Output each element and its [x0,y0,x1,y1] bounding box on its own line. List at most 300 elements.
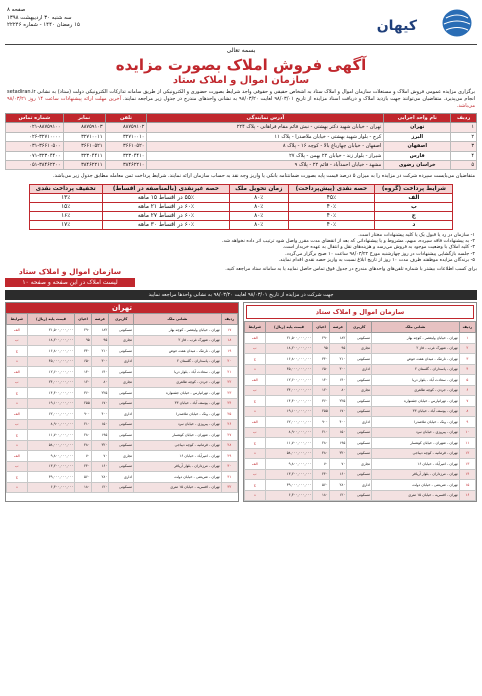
right-listing-cell: مسکونی [109,346,134,357]
brand-box [5,267,135,287]
right-listing-cell: ۵۶۰ [75,472,91,483]
payment-cell: ۱۷٪ [29,221,102,230]
right-listing-row [7,325,238,336]
right-listing-column [5,302,239,502]
right-listing-cell: ۴۵,۰۰۰,۰۰۰,۰۰۰ [27,356,75,367]
right-listing-cell: ج [7,430,28,441]
left-listing-cell: ۳۰۰ [329,364,347,375]
left-listing-row [245,375,476,386]
left-listing-cell: د [245,490,266,501]
left-listing-cell: ۱۶,۸۰۰,۰۰۰,۰۰۰ [265,354,313,365]
left-listing-row [245,480,476,491]
offices-table [5,113,477,170]
offices-cell: خراسان رضوی [384,161,451,170]
right-listing-cell: ۲۰ [221,356,237,367]
left-listing-header-cell: ردیف [459,322,475,333]
left-listing-cell: تهران - شهران - خیابان کوهسار [372,438,460,449]
left-listing-row [245,438,476,449]
left-listing-cell: ۱۶۰ [329,469,347,480]
left-listing-cell: ۱۶ [459,490,475,501]
left-listing-cell: ۱۵۰ [329,427,347,438]
offices-cell: ۰۵۱-۳۸۴۶۲۲۰۰ [6,161,64,170]
left-listing-cell: تهران - امیرآباد - خیابان ۱۶ [372,459,460,470]
offices-cell: ۰۷۱-۳۲۳۰۴۴۰۰ [6,151,64,160]
right-listing-row [7,356,238,367]
payment-cell: د [375,221,453,230]
left-listing-cell: ۷ [459,396,475,407]
right-listing-cell: ۱۹ [221,346,237,357]
right-listing-header-cell: شرایط [7,314,28,325]
right-listing-cell: ۲۹۰ [75,325,91,336]
left-listing-cell: ۱۷۰ [329,406,347,417]
left-listing-cell: تهران - فرمانیه - کوچه دیباجی [372,448,460,459]
left-listing-cell: الف [245,417,266,428]
right-listing-cell: ۳۰ [221,461,237,472]
right-listing-cell: تهران - تهرانپارس - خیابان جشنواره [134,388,222,399]
left-listing-row [245,354,476,365]
left-listing-cell: تهران - خیابان ولیعصر - کوچه بهار [372,333,460,344]
left-listing-header-cell: شرایط [245,322,266,333]
left-listing-cell: ۱۲۰ [313,385,329,396]
right-listing-header-cell: نشانی ملک [134,314,222,325]
left-listing-cell: ج [245,480,266,491]
condition-item: ۵- برندگان مزایده موظفند ظرف مدت ۱۰ روز از تاریخ ابلاغ نسبت به واریز حصه نقدی اقدام نمایند. [278,257,475,263]
right-listing-cell: تجاری [109,451,134,462]
right-listing-cell: مسکونی [109,461,134,472]
left-listing-cell: ۹۵ [329,343,347,354]
right-listing-cell: الف [7,409,28,420]
right-listing-cell: ب [7,419,28,430]
left-listing-cell: ۶,۳۰۰,۰۰۰,۰۰۰ [265,490,313,501]
right-listing-cell: تهران - ونک - خیابان ملاصدرا [134,409,222,420]
right-listing-cell: ۴۰۰ [91,409,109,420]
left-listing-cell: ۱۲,۶۰۰,۰۰۰,۰۰۰ [265,375,313,386]
payment-cell: ۴۰٪ [288,221,375,230]
right-listing-cell: ۳۲۰ [91,440,109,451]
left-listing-table [244,321,476,501]
left-listing-cell: مسکونی [347,490,372,501]
left-listing-row [245,469,476,480]
left-listing-cell: مسکونی [347,448,372,459]
offices-cell: ۸۸۷۵۹۱۰۳ [63,123,105,132]
left-listing-cell: مسکونی [347,427,372,438]
offices-header-cell: ردیف [451,114,477,123]
left-listing-cell: ب [245,469,266,480]
right-listing-cell: ۷۰ [91,451,109,462]
intro-paragraph [5,89,477,109]
right-listing-cell: ۳۹,۰۰۰,۰۰۰,۰۰۰ [27,472,75,483]
right-listing-row [7,346,238,357]
left-listing-row [245,364,476,375]
right-listing-cell: تهران - سعادت آباد - بلوار دریا [134,367,222,378]
right-listing-cell: تهران - شهران - خیابان کوهسار [134,430,222,441]
offices-cell: فارس [384,151,451,160]
right-listing-table [6,313,238,493]
left-listing-cell: ۱۴,۴۰۰,۰۰۰,۰۰۰ [265,396,313,407]
right-listing-cell: ۷۰ [75,451,91,462]
right-listing-cell: ۱۲,۶۰۰,۰۰۰,۰۰۰ [27,367,75,378]
left-listing-cell: تهران - جردن - کوچه طاهری [372,385,460,396]
right-listing-cell: ۱۴,۴۰۰,۰۰۰,۰۰۰ [27,388,75,399]
right-listing-cell: ۹۵ [75,335,91,346]
left-listing-header-cell: کاربری [347,322,372,333]
page-number: صفحه ۸ [7,7,26,13]
right-listing-cell: تهران - افسریه - خیابان ۱۵ متری [134,482,222,493]
right-listing-cell: ۱۶,۸۰۰,۰۰۰,۰۰۰ [27,346,75,357]
left-listing-cell: د [245,364,266,375]
left-listing-header-cell: عرصه [329,322,347,333]
brand-name: سازمان اموال و املاک ستاد [18,267,122,277]
left-listing-cell: الف [245,333,266,344]
right-listing-cell: ۹۰۰ [75,409,91,420]
right-listing-cell: ۲۵۵ [75,398,91,409]
right-listing-row [7,430,238,441]
right-listing-cell: ۲۸۰ [75,430,91,441]
left-listing-header-cell: اعیان [313,322,329,333]
left-listing-cell: ۲۱۰ [313,427,329,438]
right-listing-cell: ۱۱,۷۰۰,۰۰۰,۰۰۰ [27,430,75,441]
page-header [5,4,477,45]
payment-row [29,203,453,212]
left-listing-cell: ۱ [459,333,475,344]
right-listing-cell: ۶۲,۰۰۰,۰۰۰,۰۰۰ [27,409,75,420]
right-listing-cell: مسکونی [109,325,134,336]
right-listing-cell: ۱۸۰ [75,482,91,493]
right-listing-cell: ۲۸۰ [91,472,109,483]
right-listing-cell: ۲۲۵ [91,388,109,399]
payment-header-cell: حصه غیرنقدی (بالمناصفه در اقساط) [102,185,229,194]
left-listing-cell: ۹۵ [313,343,329,354]
issue-number: ۱۵ رمضان ۱۴۴۰ - شماره ۲۲۲۴۶ [7,22,80,29]
offices-cell: مشهد - خیابان احمدآباد - قائم ۲۲ - پلاک ۹ [147,161,384,170]
right-listing-cell: تهران - شهرک غرب - فاز ۲ [134,335,222,346]
offices-header-cell: نام واحد اجرایی [384,114,451,123]
right-listing-row [7,409,238,420]
offices-cell: ۳۶۶۱۰۵۲۱ [63,142,105,151]
left-listing-cell: ۹ [459,417,475,428]
right-listing-cell: ۲۷ [221,430,237,441]
left-listing-cell: ۸,۹۰۰,۰۰۰,۰۰۰ [265,427,313,438]
right-listing-cell: ۲۴,۰۰۰,۰۰۰,۰۰۰ [27,377,75,388]
payment-cell: ب [375,203,453,212]
payment-header-cell: تخفیف پرداخت نقدی [29,185,102,194]
right-listing-cell: ۳۱ [221,472,237,483]
left-listing-cell: ۲۹۰ [313,333,329,344]
contact-section [5,267,477,287]
right-listing-cell: ۲۱۰ [75,419,91,430]
right-listing-row [7,335,238,346]
right-listing-cell: ۲۵ [221,409,237,420]
right-listing-header-cell: ردیف [221,314,237,325]
right-listing-cell: ۱۲۰ [75,377,91,388]
left-listing-cell: مسکونی [347,375,372,386]
left-listing-cell: مسکونی [347,396,372,407]
right-listing-cell: ۶,۳۰۰,۰۰۰,۰۰۰ [27,482,75,493]
offices-cell: اصفهان - خیابان چهارباغ بالا - کوچه ۱۶ - پلاک ۸ [147,142,384,151]
left-listing-cell: ب [245,343,266,354]
right-listing-cell: ج [7,346,28,357]
left-listing-cell: ۹۰۰ [313,417,329,428]
right-listing-cell: تهران - امیرآباد - خیابان ۱۶ [134,451,222,462]
right-listing-cell: ۱۷ [221,325,237,336]
right-listing-cell: مسکونی [109,440,134,451]
left-listing-cell: تهران - افسریه - خیابان ۱۵ متری [372,490,460,501]
condition-item: ۲- به پیشنهادات فاقد سپرده، مبهم، مشروط و یا پیشنهاداتی که بعد از انقضای مدت مقرر واصل شود ترتیب اثر داده نخواهد شد. [221,239,475,245]
offices-cell: ۳۸۴۶۲۲۱۱ [63,161,105,170]
condition-item: ۱- سازمان در رد یا قبول یک یا کلیه پیشنهادات مختار است. [358,233,475,239]
right-listing-cell: مسکونی [109,398,134,409]
left-listing-cell: تجاری [347,343,372,354]
right-listing-cell: ۳۰۰ [91,356,109,367]
right-listing-cell: ۱۸,۲۰۰,۰۰۰,۰۰۰ [27,335,75,346]
offices-row [6,161,477,170]
left-listing-cell: ۶۲,۰۰۰,۰۰۰,۰۰۰ [265,417,313,428]
right-listing-row [7,419,238,430]
left-listing-cell: الف [245,459,266,470]
right-listing-header-cell: عرصه [91,314,109,325]
right-listing-cell: مسکونی [109,367,134,378]
left-listing-cell: ۷۰ [329,459,347,470]
left-listing-cell: تهران - سعادت آباد - بلوار دریا [372,375,460,386]
right-listing-cell: ۵۸,۰۰۰,۰۰۰,۰۰۰ [27,440,75,451]
payment-row [29,194,453,203]
left-listing-cell: مسکونی [347,469,372,480]
right-listing-cell: ۱۴۰ [75,367,91,378]
brand-list-note: لیست املاک در این صفحه و صفحه ۱۰ [5,278,135,287]
right-listing-cell: ۲۱۰ [91,346,109,357]
right-listing-cell: ۴۸۰ [75,440,91,451]
offices-header-cell: تلفن [105,114,147,123]
payment-header-row [29,185,453,194]
right-listing-cell: تهران - خیابان ولیعصر - کوچه بهار [134,325,222,336]
right-listing-cell: ۲۱ [221,367,237,378]
left-listing-column [243,302,477,502]
left-listing-cell: تهران - پاسداران - گلستان ۲ [372,364,460,375]
left-listing-cell: ۲۱۰ [329,354,347,365]
offices-cell: ۳۲۳۰۴۴۱۱ [63,151,105,160]
left-listing-cell: ۵۸,۰۰۰,۰۰۰,۰۰۰ [265,448,313,459]
left-listing-cell: ۱۳ [459,459,475,470]
right-listing-cell: تهران - پاسداران - گلستان ۲ [134,356,222,367]
right-listing-cell: اداری [109,356,134,367]
left-listing-row [245,448,476,459]
left-listing-cell: ۳ [459,354,475,365]
payment-cell: ۸۰٪ [229,212,288,221]
offices-cell: ۳۶۶۱۰۵۲۰ [105,142,147,151]
left-listing-cell: ۲۴,۰۰۰,۰۰۰,۰۰۰ [265,385,313,396]
payment-cell: ۸۰٪ [229,221,288,230]
offices-cell: ۳۲۷۱۰۰۱۱ [63,132,105,141]
right-listing-cell: ۲۴۰ [75,461,91,472]
left-listing-cell: تهران - تهرانپارس - خیابان جشنواره [372,396,460,407]
left-listing-cell: ۱۲ [459,448,475,459]
right-listing-cell: ۳۴۰ [75,346,91,357]
right-listing-cell: تجاری [109,335,134,346]
left-listing-cell: اداری [347,480,372,491]
offices-cell: ۴ [451,151,477,160]
right-listing-cell: تهران - جردن - کوچه طاهری [134,377,222,388]
left-listing-cell: ۱۳,۲۰۰,۰۰۰,۰۰۰ [265,469,313,480]
right-listing-cell: تهران - شریعتی - خیابان دولت [134,472,222,483]
left-listing-cell: ۲ [459,343,475,354]
right-listing-row [7,482,238,493]
left-listing-cell: ۳۴۰ [313,354,329,365]
left-listing-header-row [245,322,476,333]
offices-header-cell: شماره تماس [6,114,64,123]
offices-cell: ۳۲۳۰۴۴۱۰ [105,151,147,160]
payment-body [29,194,453,230]
right-listing-cell: ۱۸۲ [91,325,109,336]
payment-cell: ۱۳٪ [29,194,102,203]
offices-header-cell: آدرس نمایندگی [147,114,384,123]
left-listing-cell: تجاری [347,385,372,396]
payment-cell: ۴۰٪ [288,212,375,221]
right-listing-cell: ۶۵۰ [75,356,91,367]
offices-body [6,123,477,170]
left-listing-cell: ۸ [459,406,475,417]
offices-cell: ۱ [451,123,477,132]
right-listing-cell: ب [7,377,28,388]
left-listing-row [245,490,476,501]
offices-cell: ۰۲۶-۳۲۷۱۰۰۰۰ [6,132,64,141]
right-listing-row [7,451,238,462]
right-listing-row [7,472,238,483]
right-listing-cell: ۸۰ [91,377,109,388]
left-listing-cell: ۱۵ [459,480,475,491]
offices-row [6,142,477,151]
left-listing-cell: ۶ [459,385,475,396]
left-listing-cell: ب [245,427,266,438]
left-listing-header-cell: نشانی ملک [372,322,460,333]
right-listing-row [7,398,238,409]
left-listing-row [245,406,476,417]
right-listing-cell: ۲۸ [221,440,237,451]
payment-cell: ۵۵٪ در اقساط ۱۵ ماهه [102,194,229,203]
right-listing-cell: ۱۵۰ [91,419,109,430]
offices-cell: تهران [384,123,451,132]
svg-text:کیهان: کیهان [376,18,417,34]
left-listing-row [245,459,476,470]
left-listing-row [245,417,476,428]
offices-cell: ۳ [451,142,477,151]
right-listing-cell: ۲۱,۵۰۰,۰۰۰,۰۰۰ [27,325,75,336]
left-listing-cell: تهران - شهرک غرب - فاز ۲ [372,343,460,354]
left-listing-cell: تجاری [347,459,372,470]
right-listing-cell: ۳۲ [221,482,237,493]
payment-cell: ۸۰٪ [229,203,288,212]
left-listing-cell: ج [245,354,266,365]
payment-row [29,221,453,230]
left-listing-cell: ۱۲۰ [329,490,347,501]
ad-badge: بسمه تعالی [226,47,256,54]
left-listing-cell: ۲۵۵ [313,406,329,417]
left-listing-cell: الف [245,375,266,386]
left-listing-cell: ۷۰ [313,459,329,470]
left-listing-cell: مسکونی [347,354,372,365]
right-listing-cell: اداری [109,472,134,483]
right-listing-header-row [7,314,238,325]
left-listing-cell: ج [245,438,266,449]
left-listing-cell: تهران - پیروزی - خیابان نبرد [372,427,460,438]
payment-cell: الف [375,194,453,203]
left-listing-cell: تهران - ونک - خیابان ملاصدرا [372,417,460,428]
right-listing-cell: ۹,۸۰۰,۰۰۰,۰۰۰ [27,451,75,462]
right-listing-cell: ۱۴۰ [91,367,109,378]
left-listing-cell: مسکونی [347,438,372,449]
right-listing-header-cell: کاربری [109,314,134,325]
listings [5,302,477,502]
left-listing-cell: د [245,406,266,417]
left-listing-cell: مسکونی [347,406,372,417]
right-listing-row [7,367,238,378]
payment-cell: ۸۰٪ [229,194,288,203]
payment-cell: ۴۵٪ [288,194,375,203]
left-listing-row [245,333,476,344]
left-listing-cell: ۱۱ [459,438,475,449]
right-listing-title: تهران [6,303,238,313]
left-listing-cell: ۸۰ [329,385,347,396]
offices-cell: ۰۲۱-۸۸۷۵۹۱۰۰ [6,123,64,132]
left-listing-cell: ۵ [459,375,475,386]
payment-cell: ۶۰٪ در اقساط ۲۷ ماهه [102,212,229,221]
left-listing-cell: ۳۶۰ [313,396,329,407]
payment-cell: ۱۵٪ [29,203,102,212]
left-listing-cell: ۲۴۰ [313,469,329,480]
left-listing-cell: ۳۲۰ [329,448,347,459]
right-listing-cell: تجاری [109,377,134,388]
offices-cell: ۸۸۷۵۹۱۰۲ [105,123,147,132]
condition-item: ۴- جلسه بازگشایی پیشنهادات در روز چهارشنبه مورخ ۹۸/۰۳/۲۲ ساعت ۱۰ صبح برگزار می‌گردد. [285,251,475,257]
offices-cell: ۳۲۷۱۰۰۱۰ [105,132,147,141]
right-listing-cell: ۲۴ [221,398,237,409]
right-listing-cell: ۲۳ [221,388,237,399]
left-listing-row [245,385,476,396]
right-listing-cell: اداری [109,409,134,420]
right-listing-cell: مسکونی [109,482,134,493]
right-listing-header-cell: قیمت پایه (ریال) [27,314,75,325]
right-listing-cell: ۲۹ [221,451,237,462]
left-listing-cell: ۲۲۵ [329,396,347,407]
left-listing-cell: ۲۸۰ [329,480,347,491]
offices-cell: تهران - خیابان شهید دکتر بهشتی - نبش قائم مقام فراهانی - پلاک ۲۲۴ [147,123,384,132]
intro-text: برگزاری مزایده عمومی فروش املاک و مستغلات سازمان اموال و املاک ستاد به اشخاص حقیقی و حقوقی واجد شرایط بصورت حضوری و الکترونیکی از طریق سامانه تدارکات الکترونیکی دولت (ستاد) به نشانی setadiran.ir انجام می‌پذیرد. متقاضیان می‌توانند جهت بازدید املاک و دریافت اسناد مزایده از تاریخ ۹۸/۰۳/۰۱ لغایت ۹۸/۰۳/۲۰ به نشانی واحدهای مندرج در جدول زیر مراجعه نمایند. [7,89,475,102]
offices-row [6,151,477,160]
offices-row [6,123,477,132]
left-listing-cell: ۱۹۵ [329,438,347,449]
right-listing-header-cell: اعیان [75,314,91,325]
ad-subtitle: سازمان اموال و املاک ستاد [172,75,310,86]
right-listing-cell: الف [7,367,28,378]
left-listing-cell: ۱۱,۷۰۰,۰۰۰,۰۰۰ [265,438,313,449]
left-listing-title: سازمان اموال و املاک ستاد [246,305,474,319]
left-listing-body [245,333,476,501]
ad-title: آگهی فروش املاک بصورت مزایده [115,56,367,74]
right-listing-cell: ۱۷۰ [91,398,109,409]
left-listing-cell: تهران - مرزداران - بلوار آریافر [372,469,460,480]
right-listing-cell: مسکونی [109,388,134,399]
right-listing-cell: ب [7,461,28,472]
right-listing-row [7,377,238,388]
left-listing-cell: ۴۰۰ [329,417,347,428]
left-listing-cell: ۴۸۰ [313,448,329,459]
offices-cell: کرج - بلوار شهید بهشتی - خیابان ملاصدرا - پلاک ۱۱ [147,132,384,141]
right-listing-cell: الف [7,325,28,336]
offices-cell: البرز [384,132,451,141]
conditions-list [5,233,477,264]
left-listing-cell: ۴ [459,364,475,375]
payment-header-cell: زمان تحویل ملک [229,185,288,194]
left-listing-cell: مسکونی [347,333,372,344]
